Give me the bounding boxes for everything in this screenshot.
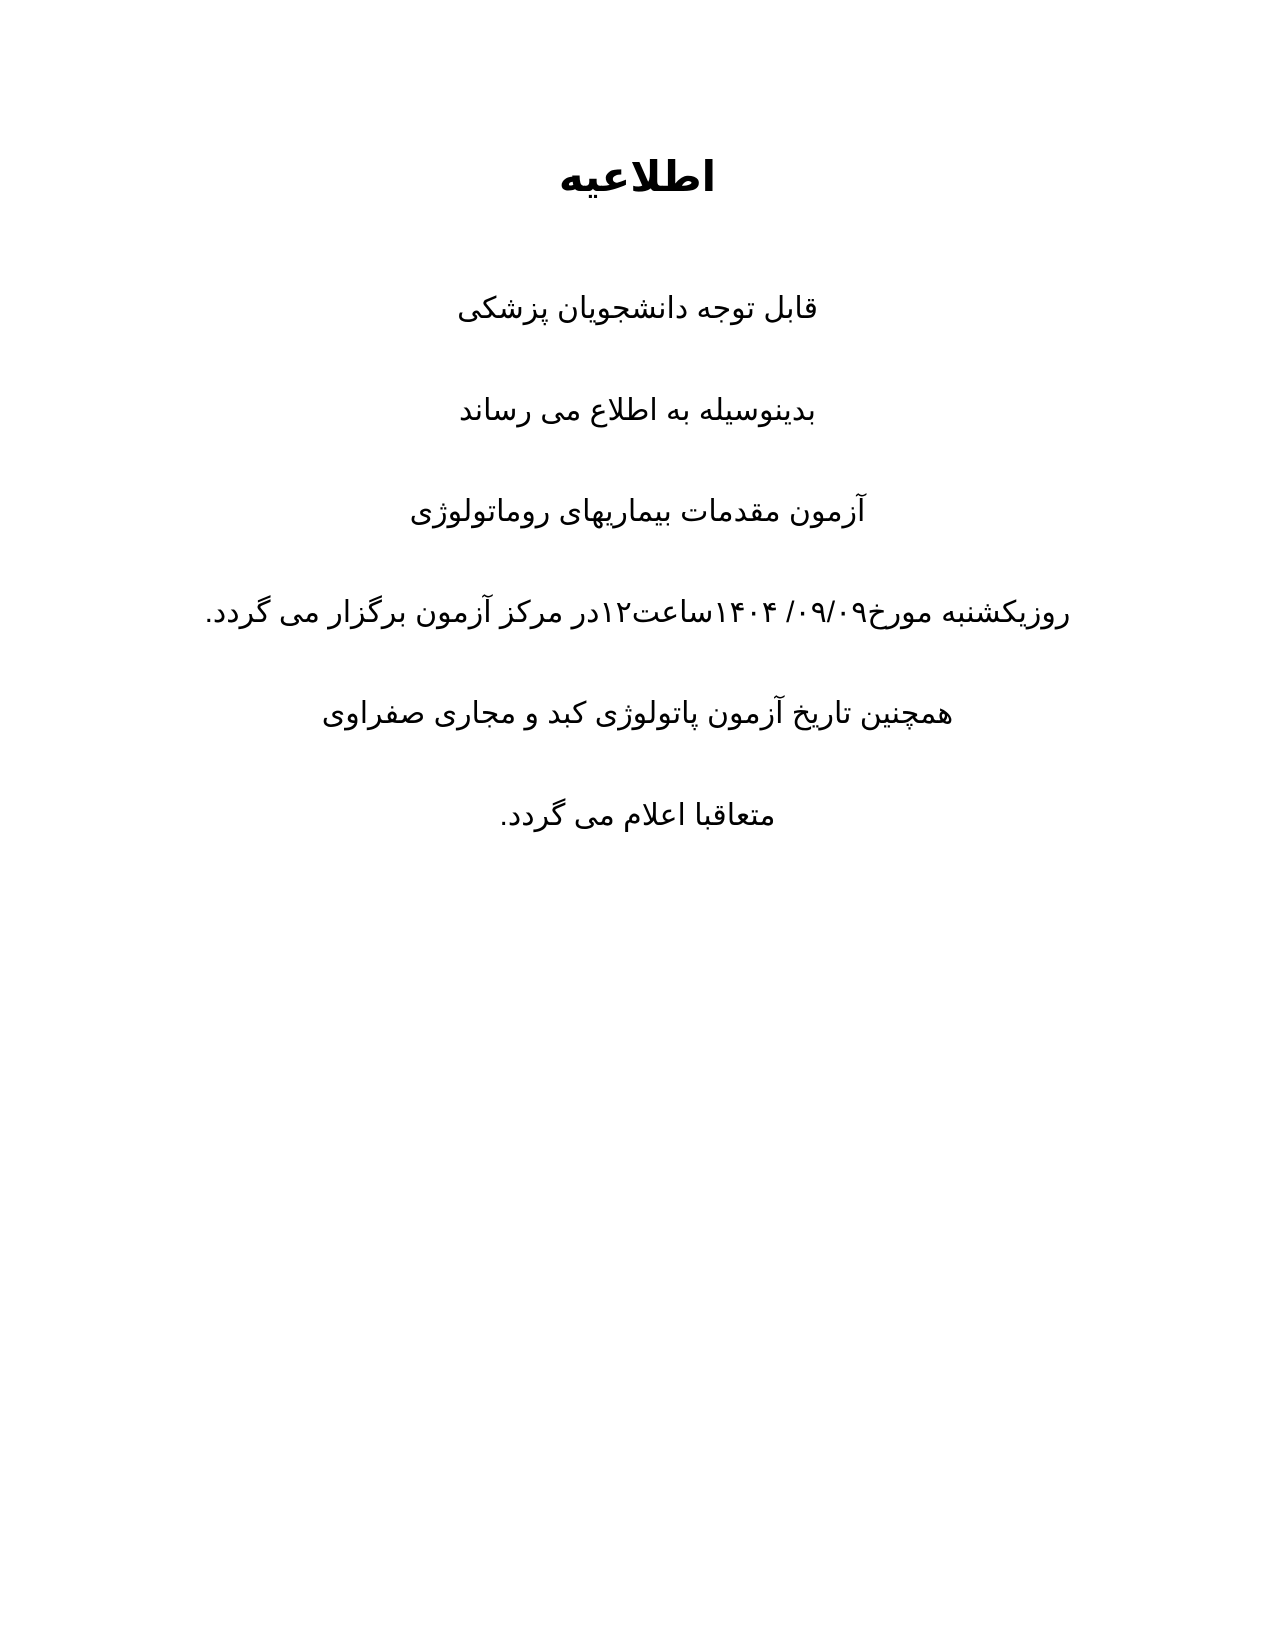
notice-line-exam-name: آزمون مقدمات بیماریهای روماتولوژی	[409, 495, 866, 528]
notice-line-announcement: متعاقبا اعلام می گردد.	[499, 799, 776, 832]
notice-line-exam-date: روزیکشنبه مورخ۰۹/۰۹/ ۱۴۰۴ساعت۱۲در مرکز آزمون برگزار می گردد.	[204, 596, 1071, 629]
notice-title: اطلاعیه	[558, 153, 717, 200]
notice-line-intro: بدینوسیله به اطلاع می رساند	[459, 394, 816, 427]
notice-line-second-exam: همچنین تاریخ آزمون پاتولوژی کبد و مجاری صفراوی	[321, 697, 954, 730]
notice-line-addressee: قابل توجه دانشجویان پزشکی	[457, 292, 818, 325]
